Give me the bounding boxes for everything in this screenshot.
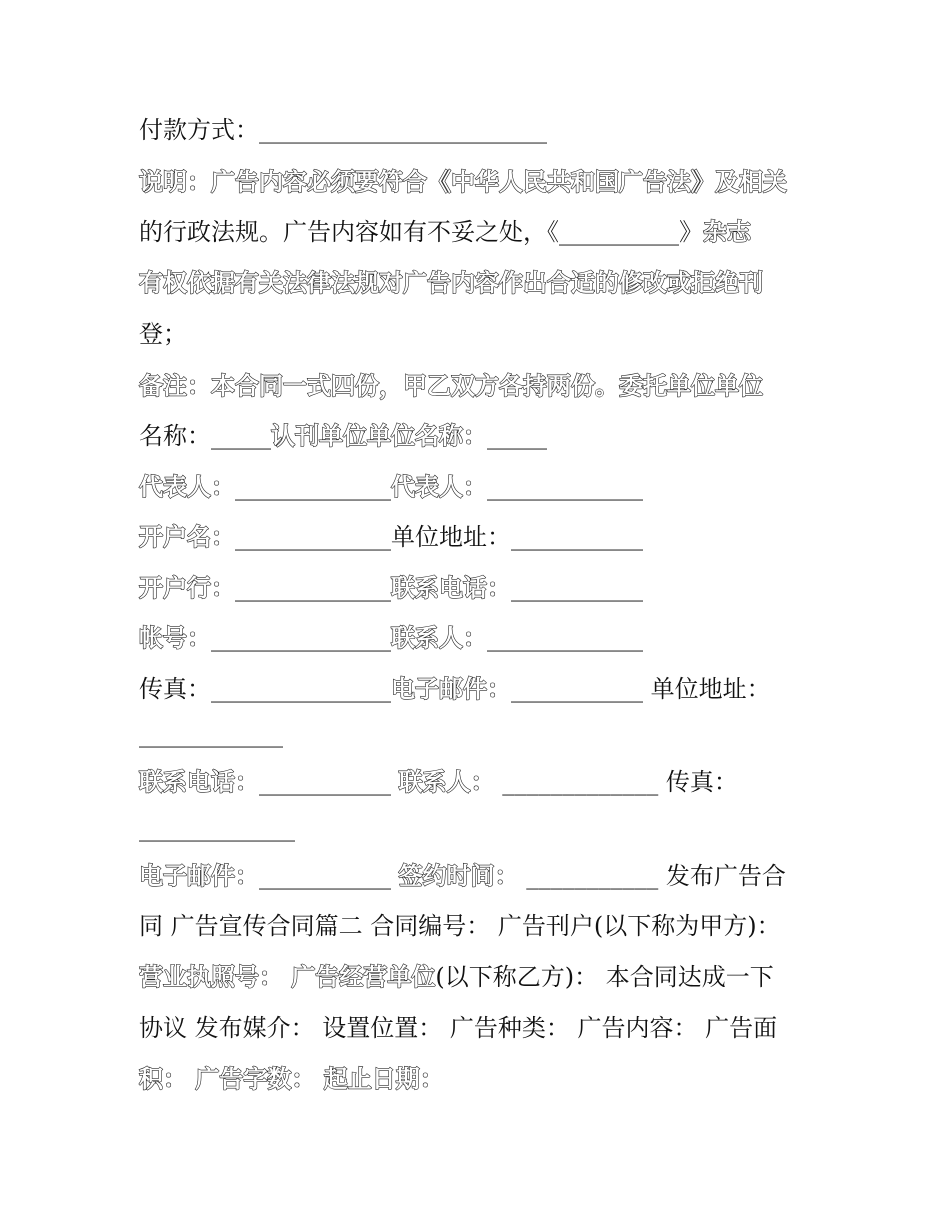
text-run: 认刊单位单位名称： bbox=[271, 421, 487, 450]
text-run: _____________ bbox=[487, 624, 643, 652]
text-run: 登； bbox=[139, 320, 187, 348]
note-line bbox=[139, 166, 787, 198]
contract-title-line bbox=[139, 910, 781, 942]
text-line bbox=[139, 267, 763, 299]
fax-line bbox=[139, 673, 771, 705]
agreement-line bbox=[139, 1012, 777, 1044]
email-line bbox=[139, 860, 786, 892]
text-run: 传真：_______________ bbox=[139, 675, 391, 703]
account-name-line bbox=[139, 521, 643, 553]
bank-line bbox=[139, 572, 643, 604]
payment-method-line bbox=[139, 114, 547, 146]
text-run: 签约时间： bbox=[398, 861, 519, 890]
text-run: _____________ bbox=[487, 473, 643, 501]
text-run: 杂志 bbox=[703, 217, 751, 246]
text-run: 开户行： bbox=[139, 573, 235, 602]
text-run: _____________ bbox=[139, 814, 295, 842]
representative-line bbox=[139, 471, 643, 503]
text-run: ___________ 单位地址： bbox=[511, 675, 771, 703]
text-run: _____________ bbox=[235, 473, 391, 501]
text-run: ____________ bbox=[139, 720, 283, 748]
text-run: ___________ bbox=[259, 768, 399, 796]
text-run: 同 广告宣传合同篇二 合同编号： 广告刊户(以下称为甲方)： bbox=[139, 912, 781, 940]
company-name-line bbox=[139, 420, 547, 452]
text-run: _____________单位地址：___________ bbox=[235, 523, 643, 551]
text-line bbox=[139, 216, 751, 248]
text-run: _____________ bbox=[235, 574, 391, 602]
text-run: 开户名： bbox=[139, 522, 235, 551]
text-run: _____________ 传真： bbox=[494, 768, 738, 796]
text-run: ___________ bbox=[511, 574, 643, 602]
text-run: 联系人： bbox=[391, 623, 487, 652]
text-run: ___________ bbox=[259, 862, 399, 890]
text-run: 有权依据有关法律法规对广告内容作出合适的修改或拒绝刊 bbox=[139, 268, 763, 297]
text-run: 联系人： bbox=[398, 767, 495, 796]
license-line bbox=[139, 961, 774, 993]
text-run: 代表人： bbox=[391, 472, 487, 501]
blank-line bbox=[139, 718, 283, 750]
text-run: 积： 广告字数： 起止日期： bbox=[139, 1064, 444, 1093]
text-run: 代表人： bbox=[139, 472, 235, 501]
text-run: _____ bbox=[487, 422, 547, 450]
text-run: 名称：_____ bbox=[139, 422, 271, 450]
text-run: 电子邮件： bbox=[139, 861, 259, 890]
text-run: 协议 发布媒介： 设置位置： 广告种类： 广告内容： 广告面 bbox=[139, 1014, 778, 1042]
text-run: (以下称乙方)： 本合同达成一下 bbox=[435, 963, 774, 991]
text-run: 说明：广告内容必须要符合《中华人民共和国广告法》及相关 bbox=[139, 167, 787, 196]
text-run: 备注：本合同一式四份，甲乙双方各持两份。委托单位单位 bbox=[139, 371, 763, 400]
text-run: 联系电话： bbox=[139, 767, 259, 796]
text-run: 帐号： bbox=[139, 623, 211, 652]
text-run: 付款方式：________________________ bbox=[139, 116, 547, 144]
phone-line bbox=[139, 766, 738, 798]
text-run: 电子邮件： bbox=[391, 674, 511, 703]
text-run: ___________ 发布广告合 bbox=[518, 862, 786, 890]
remark-line bbox=[139, 370, 763, 402]
text-run: _______________ bbox=[211, 624, 391, 652]
blank-line bbox=[139, 812, 295, 844]
text-line bbox=[139, 318, 187, 350]
text-run: 营业执照号： 广告经营单位 bbox=[139, 962, 436, 991]
dates-line bbox=[139, 1063, 444, 1095]
text-run: 的行政法规。广告内容如有不妥之处，《__________》 bbox=[139, 218, 703, 246]
account-number-line bbox=[139, 622, 643, 654]
text-run: 联系电话： bbox=[391, 573, 511, 602]
